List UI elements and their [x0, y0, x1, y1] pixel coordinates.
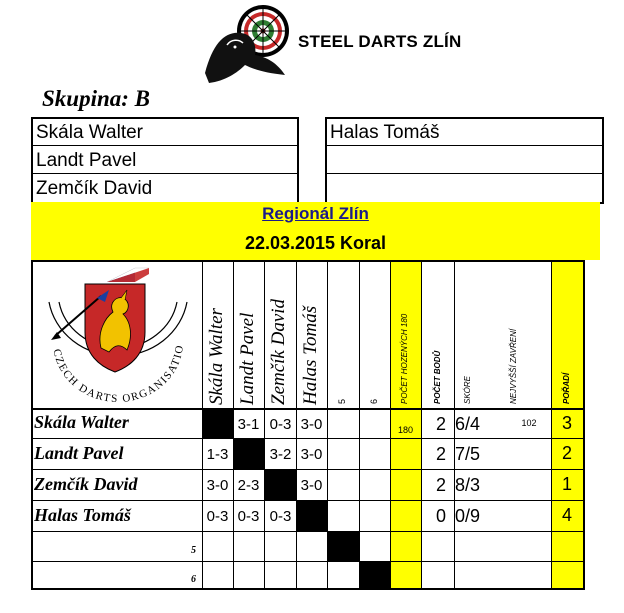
col-header-score: SKÓRE — [463, 375, 472, 404]
row-player-name: Halas Tomáš — [34, 505, 131, 525]
row-index: 6 — [191, 574, 196, 585]
group-label: Skupina: B — [42, 86, 151, 111]
match-result: 1-3 — [206, 446, 229, 463]
col-header-index: 5 — [337, 398, 347, 404]
rank-value: 4 — [561, 505, 572, 525]
match-result: 2-3 — [237, 477, 260, 494]
col-header-rank: POŘADÍ — [562, 372, 571, 404]
match-result: 0-3 — [206, 508, 229, 525]
points-value: 2 — [435, 475, 446, 495]
czech-darts-organisation-logo-icon — [35, 262, 201, 407]
player-entry: Halas Tomáš — [327, 119, 602, 146]
event-date-venue: 22.03.2015 Koral — [244, 233, 387, 253]
match-result: 0-3 — [237, 508, 260, 525]
score-value: 6/4 — [455, 414, 481, 434]
row-index: 5 — [191, 545, 196, 556]
black-panther-dartboard-logo-icon — [205, 3, 300, 85]
c180-value: 180 — [397, 425, 414, 435]
diagonal-cell — [296, 500, 327, 531]
col-header-points: POČET BODŮ — [433, 350, 442, 404]
match-result: 3-2 — [269, 446, 292, 463]
col-header-closeout: NEJVYŠŠÍ ZAVŘENÍ — [509, 328, 518, 404]
players-box-left — [31, 117, 299, 204]
rank-value: 3 — [561, 413, 572, 433]
score-value: 8/3 — [455, 475, 481, 495]
player-entry — [327, 147, 602, 174]
czech-darts-organisation-logo — [35, 262, 201, 407]
event-banner — [31, 202, 600, 260]
match-result: 0-3 — [269, 416, 292, 433]
row-player-name: Zemčík David — [34, 474, 138, 494]
diagonal-cell — [327, 531, 359, 561]
player-entry: Skála Walter — [33, 119, 297, 146]
diagonal-cell — [359, 561, 390, 590]
org-text: CZECH DARTS ORGANISATIO — [50, 343, 187, 406]
club-name: STEEL DARTS ZLÍN — [298, 32, 462, 51]
rank-value: 1 — [561, 474, 572, 494]
player-entry — [327, 175, 602, 202]
col-header-player: Skála Walter — [206, 308, 227, 405]
club-logo — [205, 3, 300, 85]
event-title: Regionál Zlín — [262, 204, 369, 223]
col-header-180: POČET HOZENÝCH 180 — [400, 313, 409, 404]
players-box-right — [325, 117, 604, 204]
match-result: 3-0 — [300, 416, 323, 433]
col-header-player: Landt Pavel — [237, 312, 258, 405]
row-player-name: Landt Pavel — [34, 443, 124, 463]
player-entry: Landt Pavel — [33, 147, 297, 174]
diagonal-cell — [233, 438, 264, 469]
match-result: 3-0 — [300, 477, 323, 494]
col-header-index: 6 — [369, 398, 379, 404]
closeout-value: 102 — [521, 418, 537, 428]
score-value: 0/9 — [455, 506, 481, 526]
diagonal-cell — [264, 469, 296, 500]
points-value: 2 — [435, 444, 446, 464]
match-result: 3-0 — [206, 477, 229, 494]
match-result: 3-0 — [300, 446, 323, 463]
match-result: 3-1 — [237, 416, 260, 433]
rank-value: 2 — [561, 443, 572, 463]
diagonal-cell — [202, 410, 233, 438]
score-value: 7/5 — [455, 444, 481, 464]
col-header-player: Halas Tomáš — [300, 305, 321, 405]
player-entry: Zemčík David — [36, 178, 153, 199]
row-player-name: Skála Walter — [34, 412, 129, 432]
col-header-player: Zemčík David — [268, 298, 289, 405]
points-value: 2 — [435, 414, 446, 434]
points-value: 0 — [435, 506, 446, 526]
match-result: 0-3 — [269, 508, 292, 525]
results-table — [31, 260, 585, 590]
